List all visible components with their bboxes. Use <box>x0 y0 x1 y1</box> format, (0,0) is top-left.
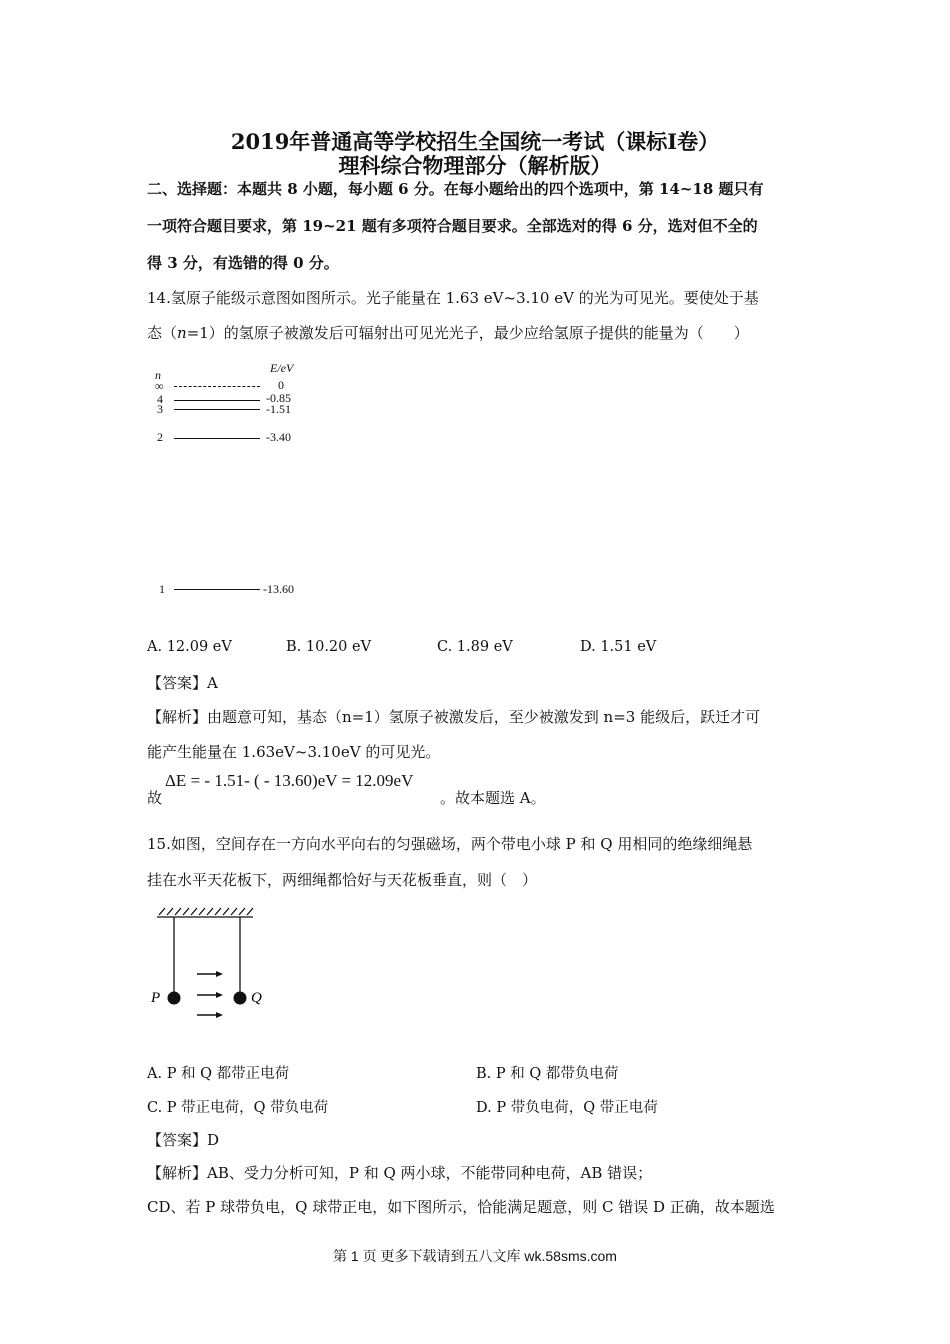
q14-formula-suffix: 。故本题选 A。 <box>440 789 546 807</box>
field-arrow-3 <box>197 1012 223 1018</box>
section-instructions-line3: 得 3 分，有选错的得 0 分。 <box>147 254 339 272</box>
n-axis-label: n <box>155 368 161 382</box>
q14-formula-prefix: 故 <box>147 789 163 807</box>
level-1-energy: -13.60 <box>263 582 294 596</box>
level-4-line <box>174 400 260 401</box>
q14-analysis-line2: 能产生能量在 1.63eV~3.10eV 的可见光。 <box>147 743 441 761</box>
level-4-n: 4 <box>157 392 163 406</box>
ball-q <box>234 992 247 1005</box>
energy-level-diagram <box>150 360 320 605</box>
level-2-line <box>174 438 260 439</box>
q14-stem-line2-a: 态（ <box>147 324 178 342</box>
label-q: Q <box>251 990 262 1006</box>
level-2-n: 2 <box>157 430 163 444</box>
q14-option-b: B. 10.20 eV <box>286 639 372 655</box>
level-2-energy: -3.40 <box>266 430 291 444</box>
label-p: P <box>151 990 161 1006</box>
q15-option-d: D. P 带负电荷，Q 带正电荷 <box>476 1100 658 1116</box>
pendulum-figure <box>145 905 275 1025</box>
level-3-line <box>174 409 260 410</box>
level-4-energy: -0.85 <box>266 391 291 405</box>
q15-stem-line1: 15.如图，空间存在一方向水平向右的匀强磁场，两个带电小球 P 和 Q 用相同的绝缘细绳悬 <box>147 835 753 853</box>
page-footer: 第 1 页 更多下载请到五八文库 wk.58sms.com <box>333 1248 617 1264</box>
q14-option-d: D. 1.51 eV <box>580 639 657 655</box>
q15-answer: 【答案】D <box>147 1131 220 1149</box>
section-instructions-line2: 一项符合题目要求，第 19~21 题有多项符合题目要求。全部选对的得 6 分，选对但不全的 <box>147 217 758 235</box>
level-3-n: 3 <box>157 402 163 416</box>
field-arrow-1 <box>197 971 223 977</box>
energy-axis-label <box>270 361 293 376</box>
q15-option-a: A. P 和 Q 都带正电荷 <box>147 1066 290 1082</box>
q15-stem-line2: 挂在水平天花板下，两细绳都恰好与天花板垂直，则（ ） <box>147 871 538 889</box>
q15-analysis-line2: CD、若 P 球带负电，Q 球带正电，如下图所示，恰能满足题意，则 C 错误 D 正确，故本题选 <box>147 1198 775 1216</box>
q14-analysis-line1: 【解析】由题意可知，基态（n=1）氢原子被激发后，至少被激发到 n=3 能级后，跃迁才可 <box>147 708 761 726</box>
ceiling <box>157 908 253 917</box>
level-inf-line <box>174 386 260 387</box>
ball-p <box>168 992 181 1005</box>
q14-option-c: C. 1.89 eV <box>437 639 513 655</box>
q14-stem-line1: 14.氢原子能级示意图如图所示。光子能量在 1.63 eV~3.10 eV 的光为可见光。要使处于基 <box>147 289 759 307</box>
section-instructions-line1: 二、选择题：本题共 8 小题，每小题 6 分。在每小题给出的四个选项中，第 14~18 题只有 <box>147 180 764 198</box>
q14-n-variable: n <box>177 324 187 342</box>
level-inf-energy: 0 <box>278 378 284 392</box>
q15-option-b: B. P 和 Q 都带负电荷 <box>476 1066 619 1082</box>
paper-title: 2019年普通高等学校招生全国统一考试（课标Ⅰ卷） <box>230 129 720 154</box>
energy-axis-label-text: E/eV <box>270 361 294 375</box>
q15-option-c: C. P 带正电荷，Q 带负电荷 <box>147 1100 329 1116</box>
level-1-n: 1 <box>159 582 165 596</box>
field-arrow-2 <box>197 992 223 998</box>
q14-formula: ΔE = - 1.51- ( - 13.60)eV = 12.09eV <box>165 771 414 790</box>
level-3-energy: -1.51 <box>266 402 291 416</box>
q14-option-a: A. 12.09 eV <box>147 639 232 655</box>
q14-answer: 【答案】A <box>147 674 218 692</box>
paper-subtitle: 理科综合物理部分（解析版） <box>338 153 612 178</box>
q14-stem-line2-b: =1）的氢原子被激发后可辐射出可见光光子，最少应给氢原子提供的能量为（ ） <box>186 324 749 342</box>
level-inf-n: ∞ <box>155 379 164 393</box>
q14-stem-line2 <box>147 322 749 343</box>
level-1-line <box>174 589 260 590</box>
q15-analysis-line1: 【解析】AB、受力分析可知，P 和 Q 两小球，不能带同种电荷，AB 错误； <box>147 1164 653 1182</box>
